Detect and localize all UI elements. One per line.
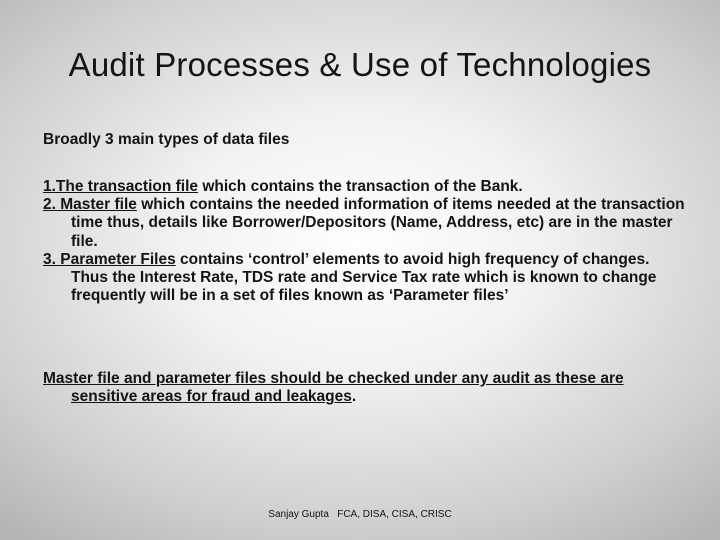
item-lead: 3. Parameter Files [43,250,176,268]
intro-text: Broadly 3 main types of data files [43,131,290,148]
data-file-list [43,178,688,305]
item-lead: 1.The transaction file [43,178,199,195]
item-text: contains ‘control’ elements to avoid high frequency of changes. Thus the Interest Rate, TDS rate and Service Tax rate which is known to change frequently will be in a set of files known as ‘Parameter files’ [71,250,657,305]
audit-note-text: Master file and parameter files should be checked under any audit as these are sensitive areas for fraud and leakages [43,370,624,406]
audit-note [43,370,688,406]
item-text: which contains the transaction of the Bank. [198,178,523,195]
list-item-master-file [43,196,688,251]
list-item-parameter-files [43,251,688,306]
slide-title: Audit Processes & Use of Technologies [68,46,652,83]
footer-author: Sanjay Gupta FCA, DISA, CISA, CRISC [268,509,452,520]
list-item-transaction-file [43,178,688,196]
item-text: which contains the needed information of items needed at the transaction time thus, details like Borrower/Depositors (Name, Address, etc) are in the master file. [71,196,685,250]
audit-note-end: . [351,388,357,406]
item-lead: 2. Master file [43,196,137,214]
